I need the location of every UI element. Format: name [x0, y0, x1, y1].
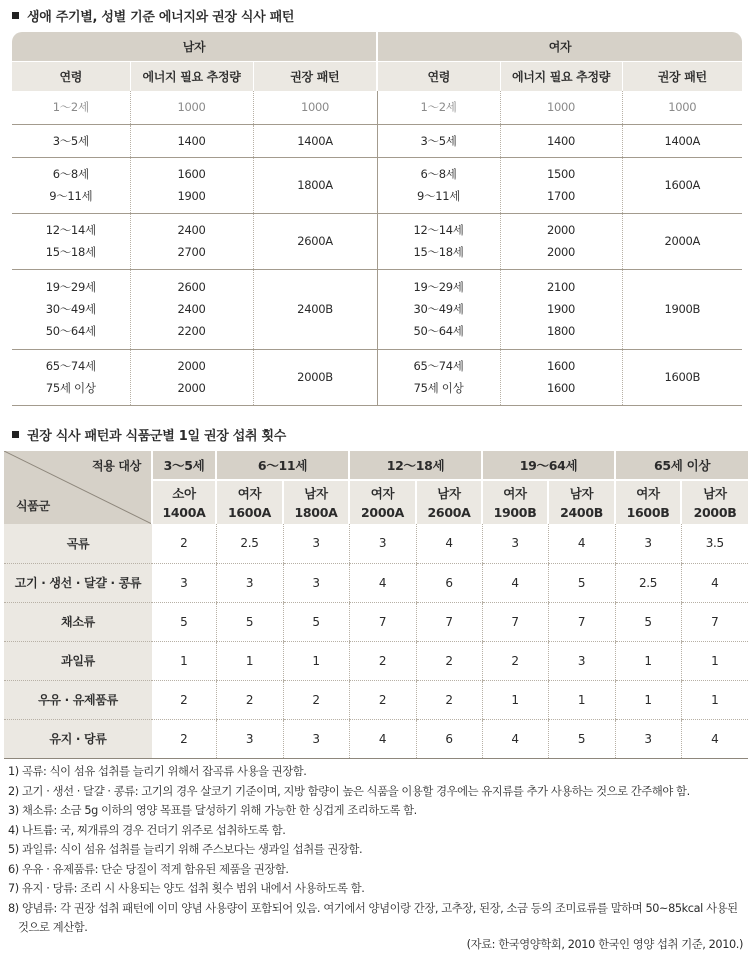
pattern-cell: 1000 — [622, 91, 742, 124]
serving-count-cell: 3 — [482, 524, 548, 563]
serving-count-cell: 1 — [615, 641, 681, 680]
serving-count-cell: 7 — [681, 602, 748, 641]
age-group-header: 3～5세 — [152, 451, 216, 480]
pattern-subheader — [416, 480, 482, 524]
food-group-label: 곡류 — [4, 524, 152, 563]
subheader-who: 여자 — [370, 485, 395, 501]
energy-cell-line: 2000 — [546, 245, 576, 259]
age-cell — [377, 91, 500, 124]
table-row — [4, 641, 748, 680]
age-group-header: 12～18세 — [349, 451, 482, 480]
age-cell — [377, 213, 500, 269]
group-header-male: 남자 — [12, 32, 377, 62]
age-cell — [12, 157, 130, 213]
subheader-who: 여자 — [237, 485, 262, 501]
serving-count-cell: 2 — [152, 524, 216, 563]
serving-count-cell: 2.5 — [615, 563, 681, 602]
age-cell-line: 1～2세 — [52, 100, 89, 115]
age-cell-line: 19～29세 — [45, 280, 96, 294]
age-cell-line: 50～64세 — [45, 324, 96, 338]
serving-count-cell: 3 — [349, 524, 416, 563]
serving-count-cell: 3 — [216, 719, 283, 758]
food-group-label: 유지 · 당류 — [4, 719, 152, 758]
subheader-pattern: 2000B — [693, 504, 737, 520]
corner-label-target: 적용 대상 — [91, 459, 141, 473]
footnote: 1) 곡류: 식이 섬유 섭취를 늘리기 위해서 잡곡류 사용을 권장함. — [8, 765, 307, 778]
serving-count-cell: 2 — [416, 641, 482, 680]
pattern-subheader — [216, 480, 283, 524]
serving-count-cell: 4 — [548, 524, 615, 563]
age-cell — [12, 349, 130, 405]
age-cell-line: 30～49세 — [413, 302, 464, 316]
table-row — [4, 563, 748, 602]
serving-count-cell: 2 — [349, 680, 416, 719]
serving-count-cell: 3.5 — [681, 524, 748, 563]
serving-count-cell: 3 — [152, 563, 216, 602]
energy-cell-line: 1000 — [546, 100, 576, 115]
col-header-age: 연령 — [377, 62, 500, 92]
energy-cell — [500, 269, 622, 349]
subheader-who: 남자 — [569, 485, 594, 501]
age-cell — [12, 91, 130, 124]
age-group-header: 19～64세 — [482, 451, 615, 480]
energy-cell-line: 1400 — [546, 133, 576, 148]
serving-count-cell: 3 — [615, 719, 681, 758]
energy-cell-line: 1600 — [177, 167, 206, 181]
col-header-age: 연령 — [12, 62, 130, 92]
age-cell — [12, 213, 130, 269]
serving-count-cell: 3 — [216, 563, 283, 602]
serving-count-cell: 7 — [416, 602, 482, 641]
pattern-cell: 1400A — [253, 124, 377, 157]
serving-count-cell: 1 — [681, 680, 748, 719]
square-bullet-icon — [12, 431, 19, 438]
energy-pattern-table — [12, 32, 742, 406]
energy-cell-line: 2600 — [177, 280, 206, 294]
age-cell — [377, 124, 500, 157]
serving-count-cell: 3 — [548, 641, 615, 680]
energy-cell — [130, 124, 253, 157]
energy-cell-line: 2000 — [177, 359, 206, 373]
subheader-who: 남자 — [304, 485, 328, 501]
subheader-who: 소아 — [172, 485, 196, 501]
serving-count-cell: 5 — [548, 563, 615, 602]
table-row — [4, 602, 748, 641]
energy-cell-line: 1700 — [546, 189, 576, 203]
subheader-who: 남자 — [437, 485, 461, 501]
age-cell-line: 12～14세 — [45, 223, 96, 237]
serving-count-cell: 2 — [216, 680, 283, 719]
serving-count-cell: 2 — [152, 719, 216, 758]
serving-count-cell: 5 — [283, 602, 349, 641]
serving-count-cell: 2 — [283, 680, 349, 719]
age-cell — [377, 269, 500, 349]
serving-count-cell: 5 — [615, 602, 681, 641]
energy-cell — [500, 157, 622, 213]
footnote: 3) 채소류: 소금 5g 이하의 영양 목표를 달성하기 위해 가능한 한 싱겁게 조리하도록 함. — [8, 804, 417, 817]
food-group-label: 우유 · 유제품류 — [4, 680, 152, 719]
age-cell — [12, 269, 130, 349]
energy-cell-line: 1600 — [546, 381, 576, 395]
col-header-energy: 에너지 필요 추정량 — [500, 62, 622, 92]
table2-title: 권장 식사 패턴과 식품군별 1일 권장 섭취 횟수 — [12, 425, 286, 444]
age-cell-line: 65～74세 — [413, 359, 464, 373]
pattern-subheader — [681, 480, 748, 524]
age-cell — [377, 157, 500, 213]
serving-count-cell: 6 — [416, 563, 482, 602]
table-row — [12, 349, 742, 405]
age-cell-line: 30～49세 — [45, 302, 96, 316]
serving-count-cell: 4 — [681, 719, 748, 758]
subheader-pattern: 2600A — [427, 504, 471, 520]
table-row — [4, 680, 748, 719]
age-cell — [12, 124, 130, 157]
group-header-female: 여자 — [377, 32, 742, 62]
table-row — [12, 124, 742, 157]
age-cell-line: 3～5세 — [420, 133, 457, 148]
serving-count-cell: 3 — [615, 524, 681, 563]
food-group-servings-table — [4, 451, 748, 759]
energy-cell-line: 2100 — [546, 280, 576, 294]
serving-count-cell: 1 — [482, 680, 548, 719]
energy-cell-line: 2400 — [177, 302, 206, 316]
energy-cell — [130, 269, 253, 349]
serving-count-cell: 4 — [349, 719, 416, 758]
subheader-pattern: 1600B — [626, 504, 670, 520]
table-row — [12, 91, 742, 124]
pattern-cell: 1900B — [622, 269, 742, 349]
age-cell-line: 15～18세 — [413, 245, 464, 259]
energy-cell-line: 1900 — [546, 302, 576, 316]
energy-cell-line: 1800 — [546, 324, 576, 338]
energy-cell-line: 1500 — [546, 167, 576, 181]
footnote: 4) 나트륨: 국, 찌개류의 경우 건더기 위주로 섭취하도록 함. — [8, 823, 286, 837]
table-row — [12, 213, 742, 269]
table-row — [4, 524, 748, 563]
energy-cell-line: 2000 — [177, 381, 206, 395]
serving-count-cell: 2 — [152, 680, 216, 719]
col-header-pattern: 권장 패턴 — [253, 62, 377, 92]
age-cell-line: 50～64세 — [413, 324, 464, 338]
subheader-pattern: 1800A — [294, 504, 338, 520]
footnote: 7) 유지 · 당류: 조리 시 사용되는 양도 섭취 횟수 범위 내에서 사용하도록 함. — [8, 882, 365, 895]
serving-count-cell: 2 — [482, 641, 548, 680]
pattern-subheader — [548, 480, 615, 524]
pattern-cell: 2400B — [253, 269, 377, 349]
serving-count-cell: 3 — [283, 719, 349, 758]
age-cell-line: 75세 이상 — [413, 381, 464, 395]
corner-label-food-group: 식품군 — [16, 499, 50, 513]
serving-count-cell: 5 — [216, 602, 283, 641]
serving-count-cell: 1 — [283, 641, 349, 680]
age-cell-line: 65～74세 — [45, 359, 96, 373]
serving-count-cell: 1 — [548, 680, 615, 719]
energy-cell — [130, 213, 253, 269]
serving-count-cell: 3 — [283, 563, 349, 602]
pattern-cell: 1800A — [253, 157, 377, 213]
energy-cell-line: 1600 — [546, 359, 576, 373]
pattern-cell: 2000B — [253, 349, 377, 405]
energy-cell-line: 2700 — [177, 245, 206, 259]
age-group-header: 6～11세 — [216, 451, 349, 480]
pattern-subheader — [349, 480, 416, 524]
table1-title: 생애 주기별, 성별 기준 에너지와 권장 식사 패턴 — [12, 6, 294, 25]
food-group-label: 채소류 — [4, 602, 152, 641]
age-cell-line: 75세 이상 — [45, 381, 96, 395]
pattern-cell: 1400A — [622, 124, 742, 157]
age-cell-line: 19～29세 — [413, 280, 464, 294]
energy-cell — [500, 213, 622, 269]
pattern-subheader — [152, 480, 216, 524]
age-cell-line: 3～5세 — [52, 133, 89, 148]
age-cell-line: 12～14세 — [413, 223, 464, 237]
serving-count-cell: 4 — [349, 563, 416, 602]
square-bullet-icon — [12, 12, 19, 19]
age-group-header: 65세 이상 — [615, 451, 748, 480]
serving-count-cell: 2 — [349, 641, 416, 680]
col-header-energy: 에너지 필요 추정량 — [130, 62, 253, 92]
age-cell — [377, 349, 500, 405]
serving-count-cell: 4 — [482, 719, 548, 758]
serving-count-cell: 4 — [416, 524, 482, 563]
age-cell-line: 9～11세 — [416, 189, 461, 203]
serving-count-cell: 6 — [416, 719, 482, 758]
energy-cell — [130, 91, 253, 124]
energy-cell-line: 2400 — [177, 223, 206, 237]
corner-header — [4, 451, 152, 524]
footnotes — [8, 762, 744, 938]
age-cell-line: 9～11세 — [49, 189, 93, 203]
food-group-label: 과일류 — [4, 641, 152, 680]
serving-count-cell: 1 — [615, 680, 681, 719]
energy-cell-line: 1400 — [177, 133, 206, 148]
energy-cell — [500, 349, 622, 405]
serving-count-cell: 2.5 — [216, 524, 283, 563]
energy-cell-line: 2200 — [177, 324, 206, 338]
subheader-who: 여자 — [503, 485, 527, 501]
pattern-cell: 1600A — [622, 157, 742, 213]
footnote: 2) 고기 · 생선 · 달걀 · 콩류: 고기의 경우 살코기 기준이며, 지방 함량이 높은 식품을 이용할 경우에는 유지류를 추가 사용하는 것으로 간주해야 함. — [8, 784, 690, 798]
table-row — [12, 157, 742, 213]
subheader-pattern: 1900B — [493, 504, 537, 520]
serving-count-cell: 7 — [482, 602, 548, 641]
serving-count-cell: 5 — [548, 719, 615, 758]
serving-count-cell: 1 — [152, 641, 216, 680]
age-cell-line: 6～8세 — [420, 167, 457, 181]
pattern-cell: 2000A — [622, 213, 742, 269]
serving-count-cell: 5 — [152, 602, 216, 641]
subheader-pattern: 2000A — [361, 504, 404, 520]
serving-count-cell: 7 — [349, 602, 416, 641]
energy-cell — [500, 91, 622, 124]
subheader-pattern: 1400A — [162, 504, 206, 520]
energy-cell — [130, 349, 253, 405]
col-header-pattern: 권장 패턴 — [622, 62, 742, 92]
pattern-cell: 1000 — [253, 91, 377, 124]
food-group-label: 고기 · 생선 · 달걀 · 콩류 — [4, 563, 152, 602]
table-row — [12, 269, 742, 349]
serving-count-cell: 1 — [216, 641, 283, 680]
footnote: 6) 우유 · 유제품류: 단순 당질이 적게 함유된 제품을 권장함. — [8, 862, 289, 876]
serving-count-cell: 4 — [681, 563, 748, 602]
serving-count-cell: 2 — [416, 680, 482, 719]
energy-cell-line: 1000 — [177, 100, 206, 115]
age-cell-line: 6～8세 — [52, 167, 89, 181]
subheader-pattern: 1600A — [228, 504, 271, 520]
pattern-subheader — [482, 480, 548, 524]
subheader-who: 남자 — [703, 485, 727, 501]
footnote: 5) 과일류: 식이 섬유 섭취를 늘리기 위해 주스보다는 생과일 섭취를 권장함. — [8, 843, 363, 856]
energy-cell — [130, 157, 253, 213]
serving-count-cell: 1 — [681, 641, 748, 680]
pattern-subheader — [615, 480, 681, 524]
pattern-cell: 1600B — [622, 349, 742, 405]
serving-count-cell: 3 — [283, 524, 349, 563]
pattern-subheader — [283, 480, 349, 524]
subheader-pattern: 2400B — [560, 504, 603, 520]
pattern-cell: 2600A — [253, 213, 377, 269]
age-cell-line: 15～18세 — [45, 245, 96, 259]
energy-cell — [500, 124, 622, 157]
energy-cell-line: 2000 — [546, 223, 576, 237]
subheader-who: 여자 — [636, 485, 660, 501]
table-row — [4, 719, 748, 758]
footnote: 8) 양념류: 각 권장 섭취 패턴에 이미 양념 사용량이 포함되어 있음. 여기에서 양념이랑 간장, 고추장, 된장, 소금 등의 조미료류를 말하며 50~85kcal 사용된 것으로 계산함. — [8, 901, 738, 934]
age-cell-line: 1～2세 — [420, 100, 457, 115]
source-citation: (자료: 한국영양학회, 2010 한국인 영양 섭취 기준, 2010.) — [466, 938, 743, 951]
serving-count-cell: 4 — [482, 563, 548, 602]
serving-count-cell: 7 — [548, 602, 615, 641]
energy-cell-line: 1900 — [177, 189, 206, 203]
